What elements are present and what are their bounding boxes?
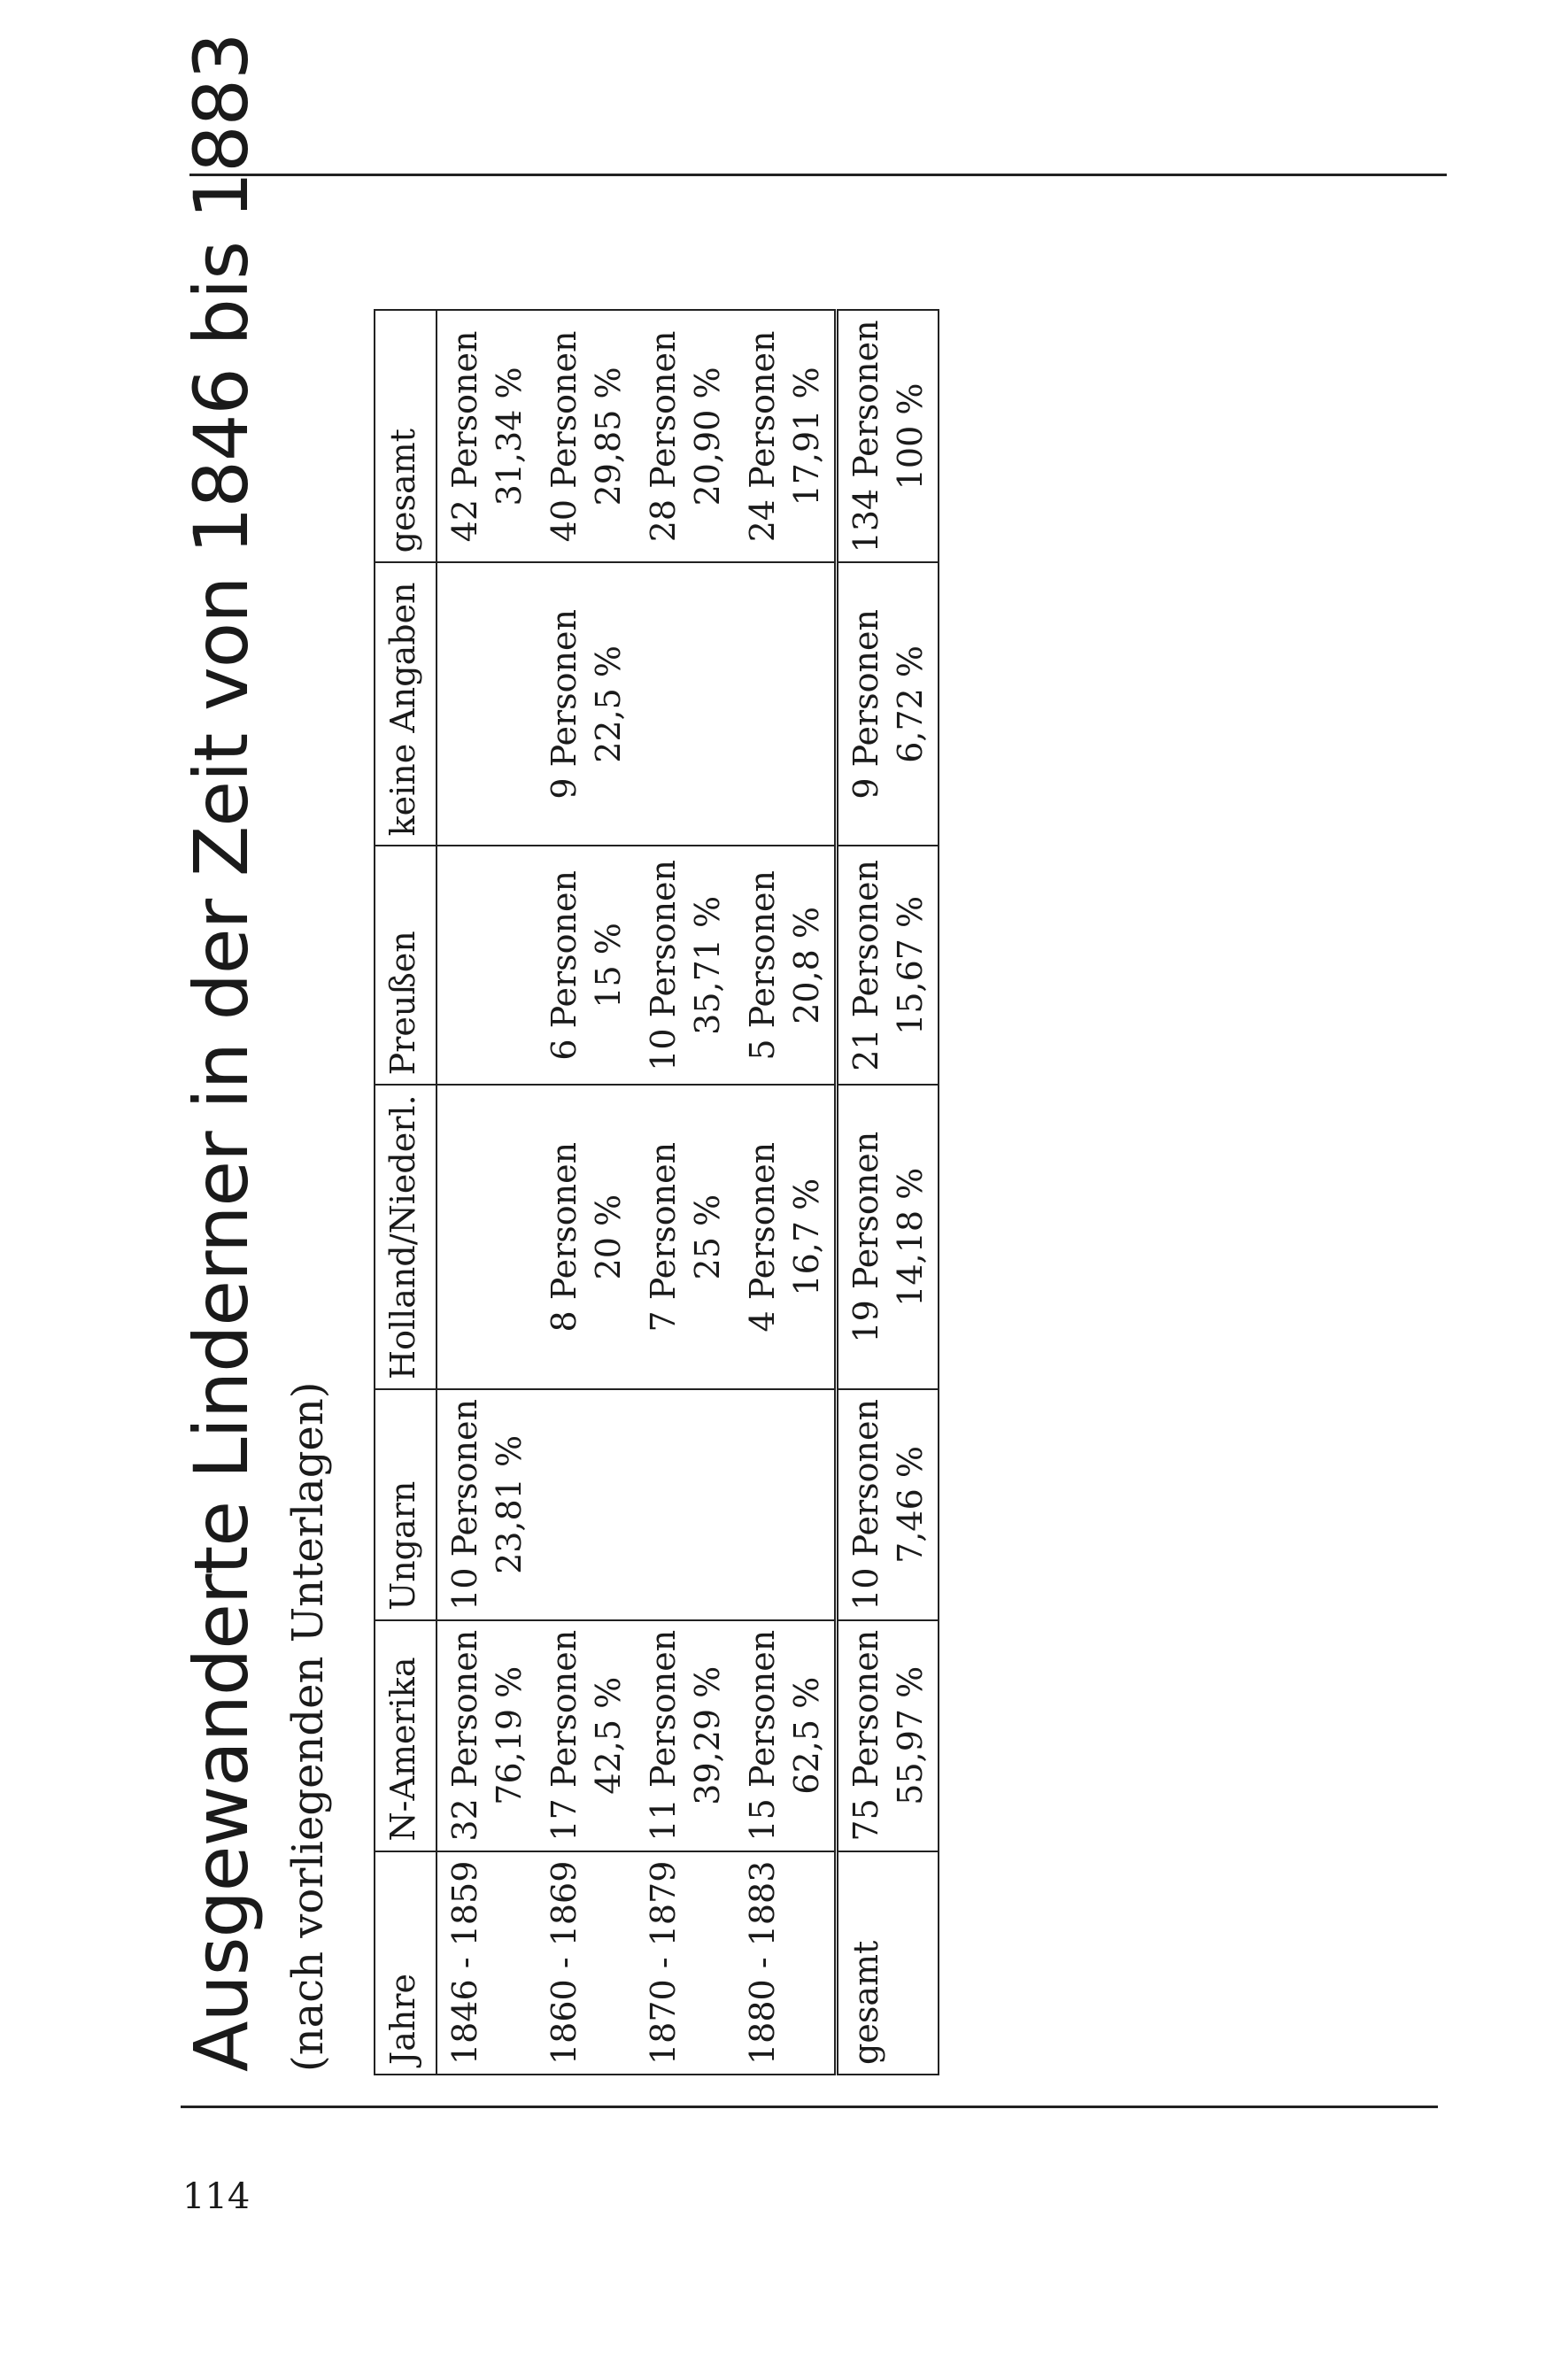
cell-preussen [437,846,537,1085]
cell-year: 1860 - 1869 [537,1851,636,2075]
cell-ungarn: 10 Personen 23,81 % [437,1389,537,1620]
header-preussen: Preußen [375,846,437,1085]
header-keine-angaben: keine Angaben [375,562,437,846]
top-rule [189,174,1447,176]
cell-year: 1880 - 1883 [735,1851,837,2075]
table-row [636,310,735,2075]
cell-gesamt: 24 Personen 17,91 % [735,310,837,562]
cell-ungarn [735,1389,837,1620]
page-subtitle: (nach vorliegenden Unterlagen) [283,1381,333,2072]
cell-ungarn: 10 Personen 7,46 % [837,1389,939,1620]
cell-preussen: 5 Personen 20,8 % [735,846,837,1085]
cell-n-amerika: 32 Personen 76,19 % [437,1620,537,1851]
cell-preussen: 6 Personen 15 % [537,846,636,1085]
cell-gesamt: 28 Personen 20,90 % [636,310,735,562]
cell-holland [437,1085,537,1389]
page-title: Ausgewanderte Linderner in der Zeit von 1846 bis 1883 [178,33,265,2072]
cell-preussen: 10 Personen 35,71 % [636,846,735,1085]
cell-preussen: 21 Personen 15,67 % [837,846,939,1085]
cell-gesamt: 42 Personen 31,34 % [437,310,537,562]
cell-holland: 4 Personen 16,7 % [735,1085,837,1389]
cell-keine-angaben [735,562,837,846]
header-jahre: Jahre [375,1851,437,2075]
cell-keine-angaben [437,562,537,846]
cell-keine-angaben [636,562,735,846]
cell-keine-angaben: 9 Personen 6,72 % [837,562,939,846]
cell-holland: 7 Personen 25 % [636,1085,735,1389]
page-number: 114 [182,2176,251,2217]
cell-year: 1870 - 1879 [636,1851,735,2075]
table-header-row [375,310,437,2075]
cell-ungarn [537,1389,636,1620]
cell-n-amerika: 17 Personen 42,5 % [537,1620,636,1851]
table-total-row [837,310,939,2075]
header-n-amerika: N-Amerika [375,1620,437,1851]
cell-gesamt: 40 Personen 29,85 % [537,310,636,562]
table-row [735,310,837,2075]
emigration-table [374,309,939,2075]
cell-n-amerika: 15 Personen 62,5 % [735,1620,837,1851]
cell-gesamt: 134 Personen 100 % [837,310,939,562]
cell-year: gesamt [837,1851,939,2075]
cell-holland: 19 Personen 14,18 % [837,1085,939,1389]
table-row [537,310,636,2075]
cell-n-amerika: 11 Personen 39,29 % [636,1620,735,1851]
rotated-content [177,33,974,2090]
cell-holland: 8 Personen 20 % [537,1085,636,1389]
header-holland: Holland/Niederl. [375,1085,437,1389]
cell-year: 1846 - 1859 [437,1851,537,2075]
cell-n-amerika: 75 Personen 55,97 % [837,1620,939,1851]
cell-ungarn [636,1389,735,1620]
cell-keine-angaben: 9 Personen 22,5 % [537,562,636,846]
header-gesamt: gesamt [375,310,437,562]
bottom-rule [181,2106,1438,2108]
table-row [437,310,537,2075]
header-ungarn: Ungarn [375,1389,437,1620]
